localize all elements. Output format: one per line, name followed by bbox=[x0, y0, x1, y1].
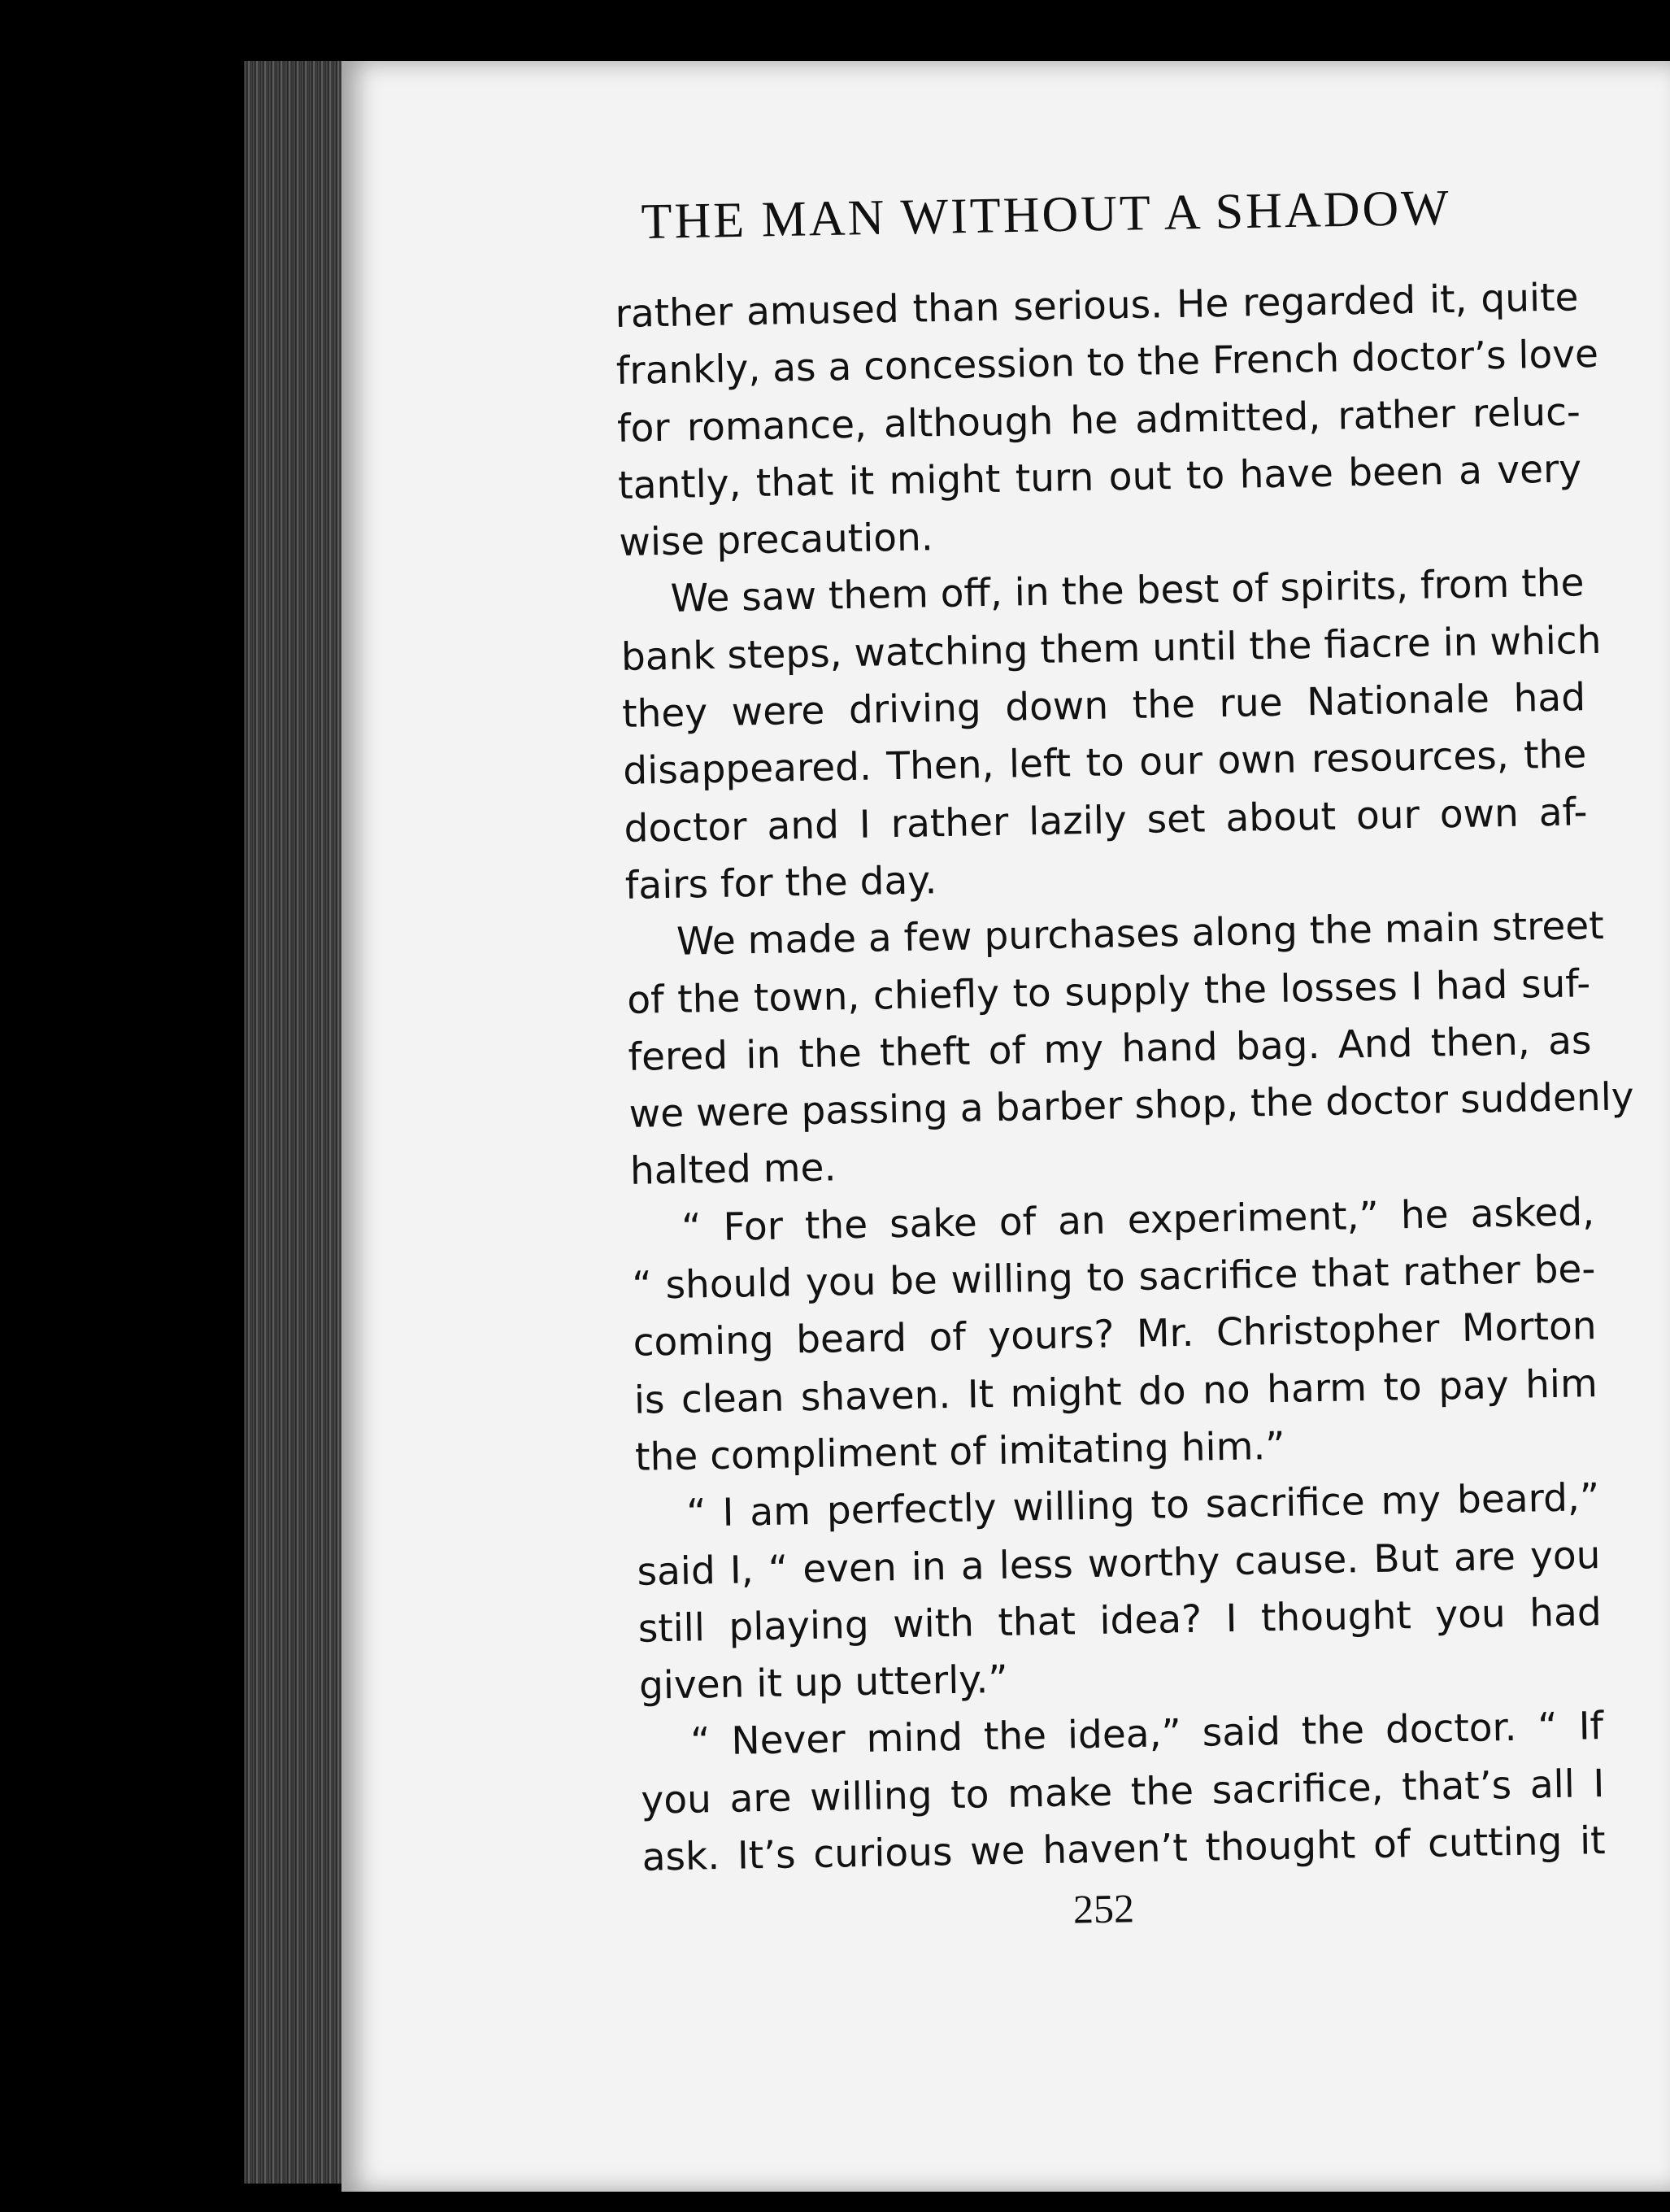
text-line: said I, “ even in a less worthy cause. But are you bbox=[637, 1532, 1601, 1595]
text-line: rather amused than serious. He regarded it, quite bbox=[615, 275, 1579, 337]
text-line: fered in the theft of my hand bag. And then, as bbox=[628, 1018, 1592, 1080]
running-head: THE MAN WITHOUT A SHADOW bbox=[641, 180, 1452, 250]
text-line: “ I am perfectly willing to sacrifice my beard,” bbox=[685, 1475, 1600, 1536]
text-line: bank steps, watching them until the fiacre in which bbox=[620, 617, 1602, 680]
text-line: We made a few purchases along the main street bbox=[676, 904, 1605, 965]
text-line: wise precaution. bbox=[619, 515, 934, 566]
text-line: still playing with that idea? I thought you had bbox=[637, 1589, 1603, 1652]
text-line: they were driving down the rue Nationale had bbox=[621, 675, 1586, 737]
page-number: 252 bbox=[1072, 1885, 1135, 1932]
text-line: coming beard of yours? Mr. Christopher Morton bbox=[633, 1304, 1597, 1366]
text-line: fairs for the day. bbox=[624, 858, 937, 908]
text-line: for romance, although he admitted, rather reluc- bbox=[616, 389, 1581, 451]
text-line: disappeared. Then, left to our own resources, the bbox=[622, 732, 1587, 795]
text-line: “ should you be willing to sacrifice that rather be- bbox=[631, 1247, 1596, 1308]
text-line: “ For the sake of an experiment,” he asked, bbox=[681, 1189, 1595, 1251]
text-line: you are willing to make the sacrifice, that’s all I bbox=[641, 1761, 1605, 1823]
text-line: the compliment of imitating him.” bbox=[634, 1423, 1286, 1480]
text-line: ask. It’s curious we haven’t thought of cutting it bbox=[641, 1818, 1607, 1880]
page-edges bbox=[244, 61, 358, 2184]
text-line: is clean shaven. It might do no harm to pay him bbox=[633, 1361, 1598, 1423]
text-line: we were passing a barber shop, the doctor suddenly bbox=[628, 1074, 1635, 1137]
text-line: of the town, chiefly to supply the losses I had suf- bbox=[626, 960, 1591, 1023]
text-line: doctor and I rather lazily set about our own af- bbox=[624, 789, 1588, 851]
text-line: halted me. bbox=[629, 1145, 837, 1195]
text-line: tantly, that it might turn out to have been a very bbox=[617, 446, 1582, 508]
text-line: We saw them off, in the best of spirits, from the bbox=[670, 560, 1585, 622]
text-line: “ Never mind the idea,” said the doctor. “ If bbox=[689, 1704, 1604, 1766]
body-text bbox=[615, 269, 1635, 1887]
text-line: given it up utterly.” bbox=[638, 1657, 1009, 1709]
text-line: frankly, as a concession to the French doctor’s love bbox=[615, 332, 1599, 394]
